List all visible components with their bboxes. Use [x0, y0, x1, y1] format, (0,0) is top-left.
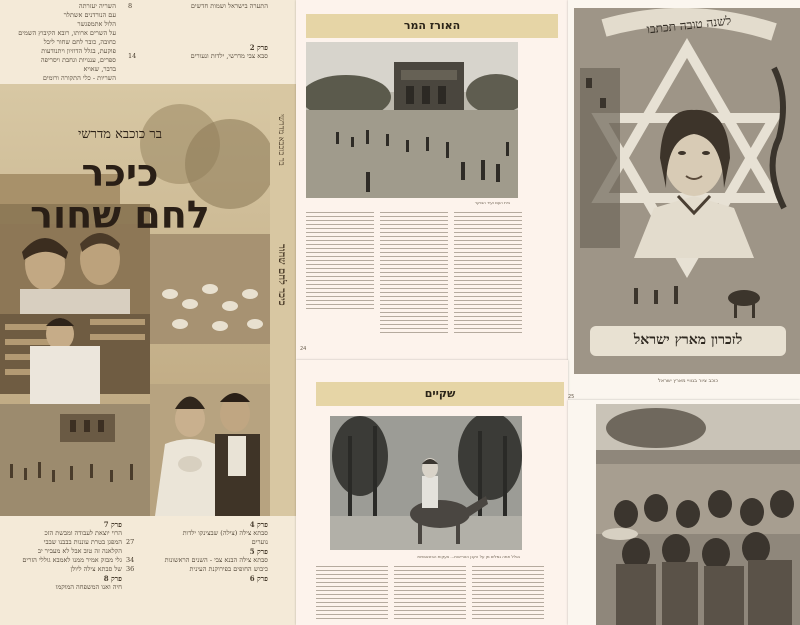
spread-bottom-photo	[330, 416, 522, 550]
poster-page-number: 25	[568, 394, 575, 400]
cover-collage-image	[0, 84, 270, 516]
soldiers-group-photo	[596, 404, 800, 625]
toc-line: עם הנורדנים אשתלר	[63, 11, 116, 19]
cover-artwork	[0, 84, 270, 516]
toc-line: על השרים ארותו, רובא הקיבוץ השמים	[18, 29, 116, 37]
toc-bottom-page	[0, 516, 296, 625]
text-column	[394, 566, 466, 620]
toc-line: השריות - כלי התקורה ורומים	[42, 74, 116, 82]
cover-title-line1: כיכר	[81, 151, 159, 195]
soldiers-photo-frame	[596, 404, 800, 625]
toc-line: הקלאנה זה טוב אבל לא מעביר יב	[37, 547, 122, 555]
community-hall-photo	[306, 42, 518, 198]
toc-chapter-head: פרק 7	[103, 520, 122, 529]
text-column	[380, 212, 448, 336]
toc-top-page	[0, 0, 296, 84]
new-year-poster	[574, 8, 800, 374]
toc-chapter-head: פרק 2	[249, 43, 268, 52]
book-cover-panel	[0, 0, 296, 625]
toc-line: ספרים, עננויות וגחבת ויסריפה	[40, 56, 116, 64]
toc-chapter-head: פרק 6	[249, 574, 268, 583]
toc-line: של סבתא צילה ליולן	[70, 565, 122, 573]
text-column	[306, 212, 374, 312]
toc-line: כיבוש החופים בפירוקנת העינית 36	[126, 565, 268, 573]
toc-line: השריה יעזרתה	[78, 2, 116, 10]
poster-caption: כוכב ציור בגוויי מארץ ישראל	[658, 378, 719, 384]
chapter-banner	[316, 382, 564, 406]
toc-chapter-head: פרק 4	[249, 520, 268, 529]
toc-line: סבתא צילה הבנא צבי - השנים הראשונות 34	[126, 556, 268, 564]
poster-footer-text: לזכרון מארץ ישראל	[633, 332, 743, 348]
toc-line: נוערים 27	[126, 538, 268, 546]
poster-header-text: לשנה טובה תכתבו	[645, 13, 732, 37]
cover-author: בר כוכבא מדרשי	[78, 127, 162, 142]
toc-line: בדבר, שאויא	[83, 65, 116, 73]
poster-page	[568, 0, 800, 400]
donkey-rider-photo	[330, 416, 522, 550]
spread-top-photo	[306, 42, 518, 198]
chapter-banner-title: שקיים	[424, 387, 456, 400]
toc-top-right-column	[128, 2, 268, 61]
spine-title: כיכר לחם שחור	[276, 244, 287, 306]
toc-chapter-head: פרק 8	[103, 574, 122, 583]
text-column	[316, 566, 388, 620]
text-column	[454, 212, 522, 336]
spread-top-text-page	[296, 0, 568, 360]
chapter-banner	[306, 14, 558, 38]
book-spine	[270, 84, 296, 516]
chapter-banner-title: האורז המר	[403, 19, 461, 32]
toc-line: סבא צבי מדרשי, ילדות ונעורים 14	[128, 52, 268, 60]
spine-author: בר כוכבא מדרשי	[277, 114, 286, 166]
toc-line: המפגן בטרת עוננות בבבנו שבבי	[43, 538, 122, 546]
toc-line: הרוי יוצאת לעבודה ומבשת הזכ	[44, 529, 122, 537]
page-number: 24	[300, 346, 307, 352]
photo-caption: בית העם ועיר הבוקר	[474, 200, 510, 205]
toc-line: סבתא צילה (צילה) שבצינקו ילדות	[182, 529, 268, 537]
toc-top-left-column	[6, 2, 116, 83]
spread-bottom-text-page	[296, 360, 568, 625]
cover-title-line2: לחם שחור	[30, 193, 210, 237]
toc-line: הלול אתמפגשר	[77, 20, 116, 28]
toc-line: גלי מבזק אמיר ממנו לאמבא גוללי הזרים	[22, 556, 122, 564]
toc-line	[128, 11, 268, 20]
toc-bottom-left-column	[4, 520, 122, 592]
toc-line: פוקעת, בגלל הדוזיון ויתנודעות	[41, 47, 116, 55]
poster-image	[574, 8, 800, 374]
toc-line: התערה בישראל ושמות חדשים 8	[128, 2, 268, 10]
toc-bottom-right-column	[126, 520, 268, 583]
photo-caption: בגלל חמה גמלים מן על הקנן הטריאות... צעקות הבזנאבפות	[417, 554, 520, 559]
toc-line: כחובה, כובר לחם שחור ליבל	[43, 38, 116, 46]
text-column	[472, 566, 544, 620]
toc-line: חיה ואנו המשפחה המוקמו	[55, 583, 122, 591]
spread-bottom-text-page-right	[568, 400, 800, 625]
toc-chapter-head: פרק 5	[249, 547, 268, 556]
toc-line	[128, 20, 268, 29]
